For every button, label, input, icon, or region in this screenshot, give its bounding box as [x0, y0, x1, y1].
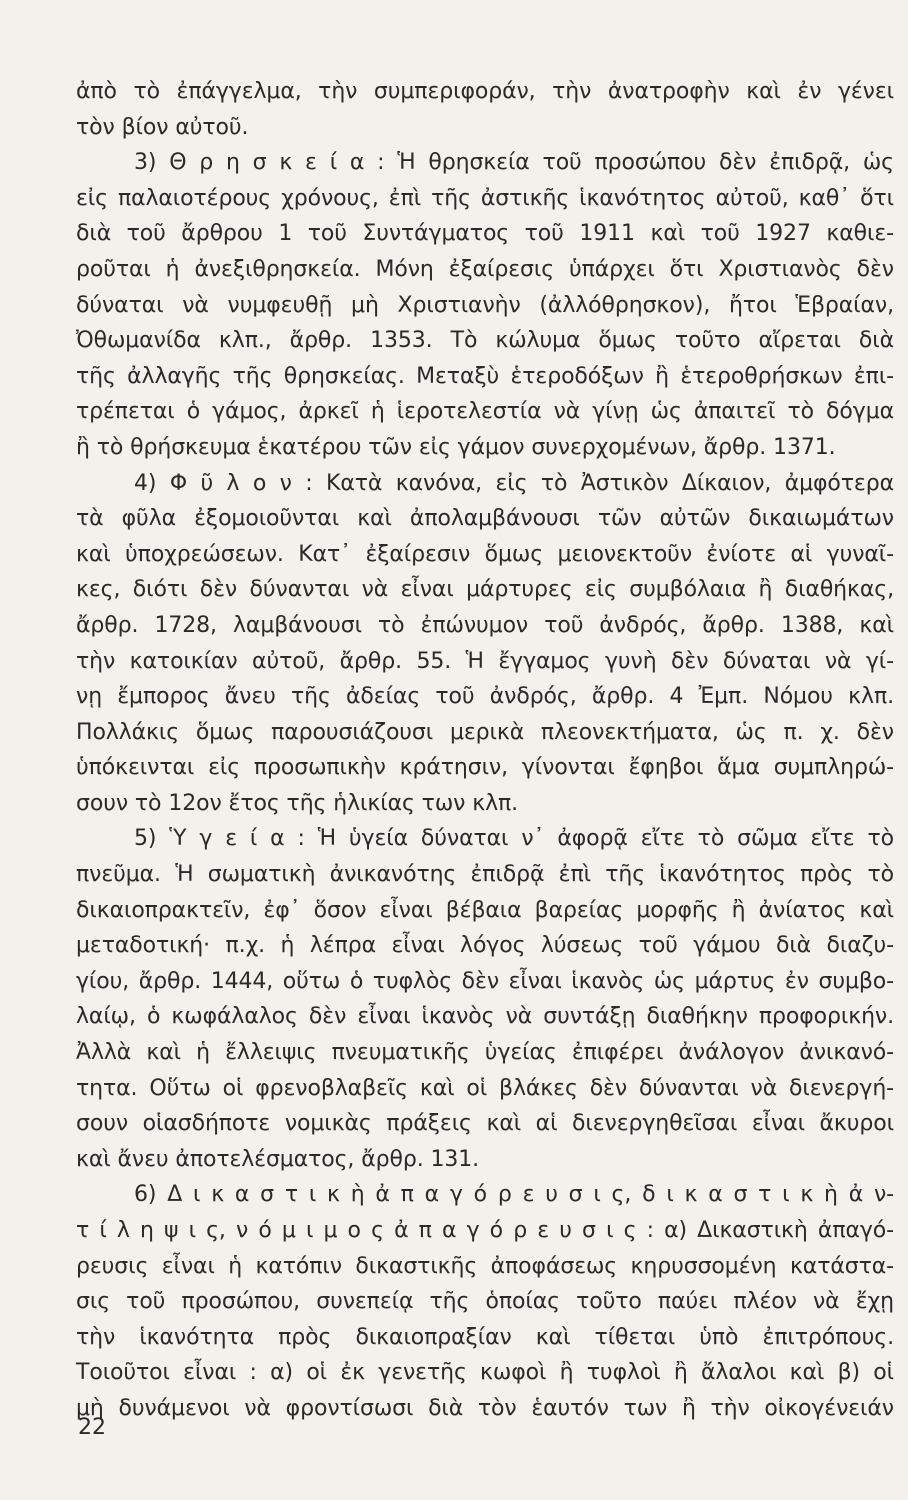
text-line: δύναται νὰ νυμφευθῇ μὴ Χριστιανὴν (ἀλλόθρησκον), ἤτοι Ἑβραίαν,: [76, 292, 894, 318]
text-line: Ὀθωμανίδα κλπ., ἄρθρ. 1353. Τὸ κώλυμα ὅμως τοῦτο αἴρεται διὰ: [76, 328, 894, 354]
text-line: ὑπόκεινται εἰς προσωπικὴν κράτησιν, γίνονται ἔφηβοι ἅμα συμπληρώ-: [76, 755, 894, 781]
text-line: σις τοῦ προσώπου, συνεπείᾳ τῆς ὁποίας τοῦτο παύει πλέον νὰ ἔχῃ: [76, 1289, 894, 1315]
text-line: μεταδοτική· π.χ. ἡ λέπρα εἶναι λόγος λύσεως τοῦ γάμου διὰ διαζυ-: [76, 933, 894, 959]
text-line: σουν τὸ 12ον ἔτος τῆς ἡλικίας των κλπ.: [76, 790, 519, 816]
text-line: καὶ ἄνευ ἀποτελέσματος, ἄρθρ. 131.: [76, 1146, 480, 1172]
text-line: τητα. Οὕτω οἱ φρενοβλαβεῖς καὶ οἱ βλάκες δὲν δύνανται νὰ διενεργή-: [76, 1075, 894, 1101]
text-line: Πολλάκις ὅμως παρουσιάζουσι μερικὰ πλεονεκτήματα, ὡς π. χ. δὲν: [76, 719, 894, 745]
text-line: Τοιοῦτοι εἶναι : α) οἱ ἐκ γενετῆς κωφοὶ ἢ τυφλοὶ ἢ ἄλαλοι καὶ β) οἱ: [76, 1360, 894, 1386]
section-heading-line: 3) Θ ρ η σ κ ε ί α : Ἡ θρησκεία τοῦ προσώπου δὲν ἐπιδρᾷ, ὡς: [134, 150, 894, 176]
text-line: σουν οἱασδήποτε νομικὰς πράξεις καὶ αἱ διενεργηθεῖσαι εἶναι ἄκυροι: [76, 1111, 894, 1137]
text-line: γίου, ἄρθρ. 1444, οὕτω ὁ τυφλὸς δὲν εἶναι ἱκανὸς ὡς μάρτυς ἐν συμβο-: [76, 968, 894, 994]
text-line: καὶ ὑποχρεώσεων. Κατ᾽ ἐξαίρεσιν ὅμως μειονεκτοῦν ἐνίοτε αἱ γυναῖ-: [76, 541, 894, 567]
section-heading-line: 5) Ὑ γ ε ί α : Ἡ ὑγεία δύναται ν᾽ ἀφορᾷ εἴτε τὸ σῶμα εἴτε τὸ: [134, 826, 894, 852]
section-heading-line: 6) Δ ι κ α σ τ ι κ ὴ ἀ π α γ ό ρ ε υ σ ι ς, δ ι κ α σ τ ι κ ὴ ἀ ν-: [134, 1182, 894, 1208]
page-number: 22: [78, 1415, 106, 1440]
text-line: εἰς παλαιοτέρους χρόνους, ἐπὶ τῆς ἀστικῆς ἱκανότητος αὐτοῦ, καθ᾽ ὅτι: [76, 185, 894, 211]
text-line: τὴν ἱκανότητα πρὸς δικαιοπραξίαν καὶ τίθεται ὑπὸ ἐπιτρόπους.: [76, 1324, 894, 1350]
text-line: τὴν κατοικίαν αὐτοῦ, ἄρθρ. 55. Ἡ ἔγγαμος γυνὴ δὲν δύναται νὰ γί-: [76, 648, 894, 674]
text-line: διὰ τοῦ ἄρθρου 1 τοῦ Συντάγματος τοῦ 1911 καὶ τοῦ 1927 καθιε-: [76, 221, 894, 247]
text-line: ἀπὸ τὸ ἐπάγγελμα, τὴν συμπεριφοράν, τὴν ἀνατροφὴν καὶ ἐν γένει: [76, 79, 894, 104]
text-line: νῃ ἔμπορος ἄνευ τῆς ἀδείας τοῦ ἀνδρός, ἄρθρ. 4 Ἐμπ. Νόμου κλπ.: [76, 684, 894, 710]
text-line: δικαιοπρακτεῖν, ἐφ᾽ ὅσον εἶναι βέβαια βαρείας μορφῆς ἢ ἀνίατος καὶ: [76, 897, 894, 923]
text-line: ρευσις εἶναι ἡ κατόπιν δικαστικῆς ἀποφάσεως κηρυσσομένη κατάστα-: [76, 1253, 894, 1279]
text-line: κες, διότι δὲν δύνανται νὰ εἶναι μάρτυρες εἰς συμβόλαια ἢ διαθήκας,: [76, 577, 894, 603]
body-text: [76, 74, 894, 1427]
text-line: τ ί λ η ψ ι ς, ν ό μ ι μ ο ς ἀ π α γ ό ρ ε υ σ ι ς : α) Δικαστικὴ ἀπαγό-: [76, 1218, 894, 1243]
text-line: Ἀλλὰ καὶ ἡ ἔλλειψις πνευματικῆς ὑγείας ἐπιφέρει ἀνάλογον ἀνικανό-: [76, 1040, 894, 1066]
text-line: ἢ τὸ θρήσκευμα ἑκατέρου τῶν εἰς γάμον συνερχομένων, ἄρθρ. 1371.: [76, 434, 836, 460]
section-heading-line: 4) Φ ῦ λ ο ν : Κατὰ κανόνα, εἰς τὸ Ἀστικὸν Δίκαιον, ἀμφότερα: [134, 470, 894, 496]
text-line: πνεῦμα. Ἡ σωματικὴ ἀνικανότης ἐπιδρᾷ ἐπὶ τῆς ἱκανότητος πρὸς τὸ: [76, 862, 894, 888]
text-line: τὸν βίον αὐτοῦ.: [76, 114, 249, 140]
text-line: τὰ φῦλα ἐξομοιοῦνται καὶ ἀπολαμβάνουσι τῶν αὐτῶν δικαιωμάτων: [76, 506, 894, 532]
text-line: λαίῳ, ὁ κωφάλαλος δὲν εἶναι ἱκανὸς νὰ συντάξῃ διαθήκην προφορικήν.: [76, 1004, 894, 1030]
text-line: μὴ δυνάμενοι νὰ φροντίσωσι διὰ τὸν ἑαυτόν των ἢ τὴν οἰκογένειάν: [76, 1395, 894, 1421]
text-line: τῆς ἀλλαγῆς τῆς θρησκείας. Μεταξὺ ἑτεροδόξων ἢ ἑτεροθρήσκων ἐπι-: [76, 363, 894, 389]
text-line: ροῦται ἡ ἀνεξιθρησκεία. Μόνη ἐξαίρεσις ὑπάρχει ὅτι Χριστιανὸς δὲν: [76, 256, 894, 282]
text-line: ἄρθρ. 1728, λαμβάνουσι τὸ ἐπώνυμον τοῦ ἀνδρός, ἄρθρ. 1388, καὶ: [76, 612, 894, 638]
text-line: τρέπεται ὁ γάμος, ἀρκεῖ ἡ ἱεροτελεστία νὰ γίνῃ ὡς ἀπαιτεῖ τὸ δόγμα: [76, 399, 894, 425]
